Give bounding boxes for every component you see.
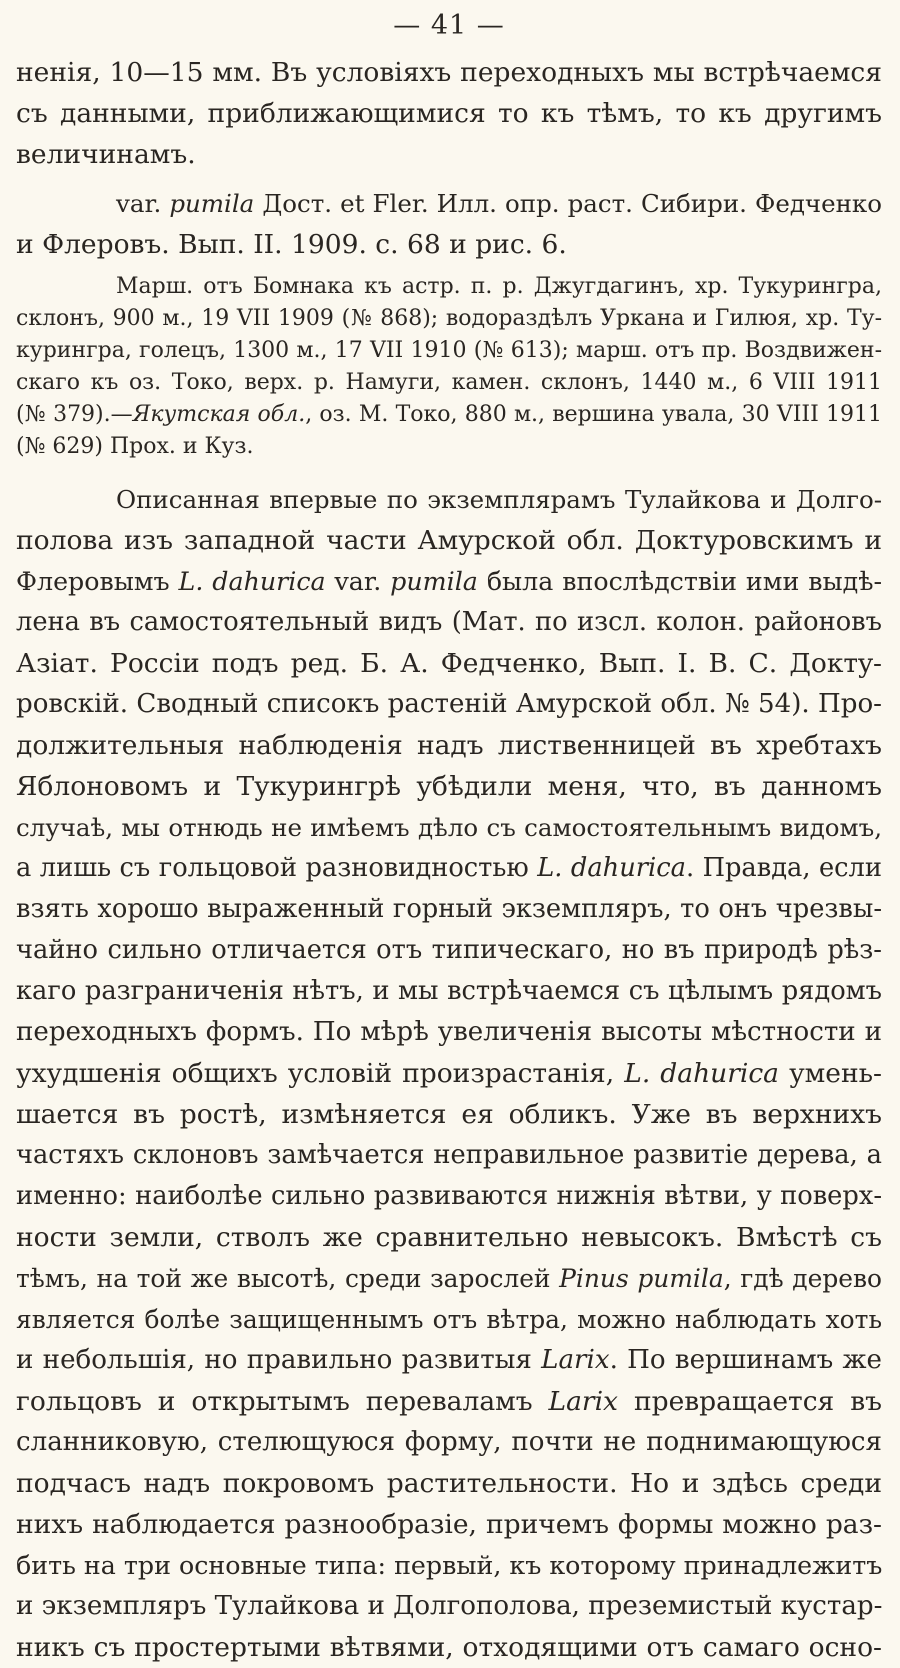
text-line: именно: наиболѣе сильно развиваются нижнія вѣтви, у поверх- (16, 1181, 882, 1211)
text-line: ненія, 10—15 мм. Въ условіяхъ переходныхъ мы встрѣчаемся (16, 57, 882, 88)
paragraph-1 (16, 52, 882, 175)
main-text (16, 479, 882, 1668)
locality-line: курингра, голецъ, 1300 м., 17 VII 1910 (№ 613); марш. отъ пр. Воздвижен- (16, 338, 882, 363)
text-line: и небольшія, но правильно развитыя Larix. По вершинамъ же (16, 1345, 882, 1375)
locality-line: склонъ, 900 м., 19 VII 1909 (№ 868); водораздѣлъ Уркана и Гилюя, хр. Ту- (16, 306, 882, 331)
text-line: каго разграниченія нѣтъ, и мы встрѣчаемся съ цѣлымъ рядомъ (16, 976, 882, 1006)
variety-line-2: и Флеровъ. Вып. II. 1909. с. 68 и рис. 6. (16, 229, 567, 260)
locality-line: скаго къ оз. Токо, верх. р. Намуги, камен. склонъ, 1440 м., 6 VIII 1911 (16, 370, 882, 395)
variety-line-1 (16, 183, 882, 224)
text-line: и экземпляръ Тулайкова и Долгополова, преземистый кустар- (16, 1591, 882, 1621)
text-line: а лишь съ гольцовой разновидностью L. dahurica. Правда, если (16, 853, 882, 883)
localities-block (16, 271, 882, 463)
text-line: Яблоновомъ и Тукурингрѣ убѣдили меня, что, въ данномъ (16, 771, 882, 802)
text-line: полова изъ западной части Амурской обл. Доктуровскимъ и (16, 525, 882, 556)
text-line: бить на три основные типа: первый, къ которому принадлежитъ (16, 1551, 882, 1580)
text-line: съ данными, приближающимися то къ тѣмъ, то къ другимъ (16, 98, 882, 129)
text-line: Флеровымъ L. dahurica var. pumila была впослѣдствіи ими выдѣ- (16, 567, 882, 596)
text-line: лена въ самостоятельный видъ (Мат. по изсл. колон. районовъ (16, 607, 882, 637)
variety-name: pumila (169, 189, 255, 218)
text-line: подчасъ надъ покровомъ растительности. Но и здѣсь среди (16, 1468, 882, 1499)
text-line: взять хорошо выраженный горный экземпляръ, то онъ чрезвы- (16, 894, 882, 924)
text-line: случаѣ, мы отнюдь не имѣемъ дѣло съ самостоятельнымъ видомъ, (16, 813, 882, 842)
text-line: ухудшенія общихъ условій произрастанія, L. dahurica умень- (16, 1058, 882, 1089)
variety-reference: Доcт. et Fler. Илл. опр. раст. Сибири. Федченко (262, 189, 882, 218)
text-line: величинамъ. (16, 139, 196, 170)
text-line: ности земли, стволъ же сравнительно невысокъ. Вмѣстѣ съ (16, 1222, 882, 1253)
locality-line: (№ 629) Прох. и Куз. (16, 434, 254, 459)
variety-citation (16, 183, 882, 265)
text-line: гольцовъ и открытымъ переваламъ Larix превращается въ (16, 1386, 882, 1417)
page-number: — 41 — (393, 10, 505, 41)
text-line: сланниковую, стелющуюся форму, почти не поднимающуюся (16, 1427, 882, 1457)
text-line: должительныя наблюденія надъ лиственницей въ хребтахъ (16, 730, 882, 761)
text-line: частяхъ склоновъ замѣчается неправильное развитіе дерева, а (16, 1140, 882, 1170)
text-line: нихъ наблюдается разнообразіе, причемъ формы можно раз- (16, 1509, 882, 1540)
text-line: Азіат. Россіи подъ ред. Б. А. Федченко, Вып. I. В. С. Доктy- (16, 648, 882, 679)
text-line: никъ съ простертыми вѣтвями, отходящими отъ самаго осно- (16, 1632, 882, 1663)
locality-line: Марш. отъ Бомнака къ астр. п. р. Джугдагинъ, хр. Тукурингра, (116, 274, 882, 299)
text-line: является болѣе защищеннымъ отъ вѣтра, можно наблюдать хоть (16, 1305, 882, 1334)
text-line: тѣмъ, на той же высотѣ, среди зарослей Pinus pumila, гдѣ дерево (16, 1264, 882, 1293)
text-line: ровскій. Сводный списокъ растеній Амурской обл. № 54). Про- (16, 689, 882, 719)
locality-line: (№ 379).—Якутская обл., оз. М. Токо, 880 м., вершина увала, 30 VIII 1911 (16, 402, 882, 427)
variety-prefix: var. (116, 189, 162, 218)
text-line: чайно сильно отличается отъ типическаго, но въ природѣ рѣз- (16, 935, 882, 965)
text-line: Описанная впервые по экземплярамъ Тулайкова и Долго- (116, 485, 882, 514)
text-line: переходныхъ формъ. По мѣрѣ увеличенія высоты мѣстности и (16, 1017, 882, 1047)
text-line: шается въ ростѣ, измѣняется ея обликъ. Уже въ верхнихъ (16, 1099, 882, 1130)
